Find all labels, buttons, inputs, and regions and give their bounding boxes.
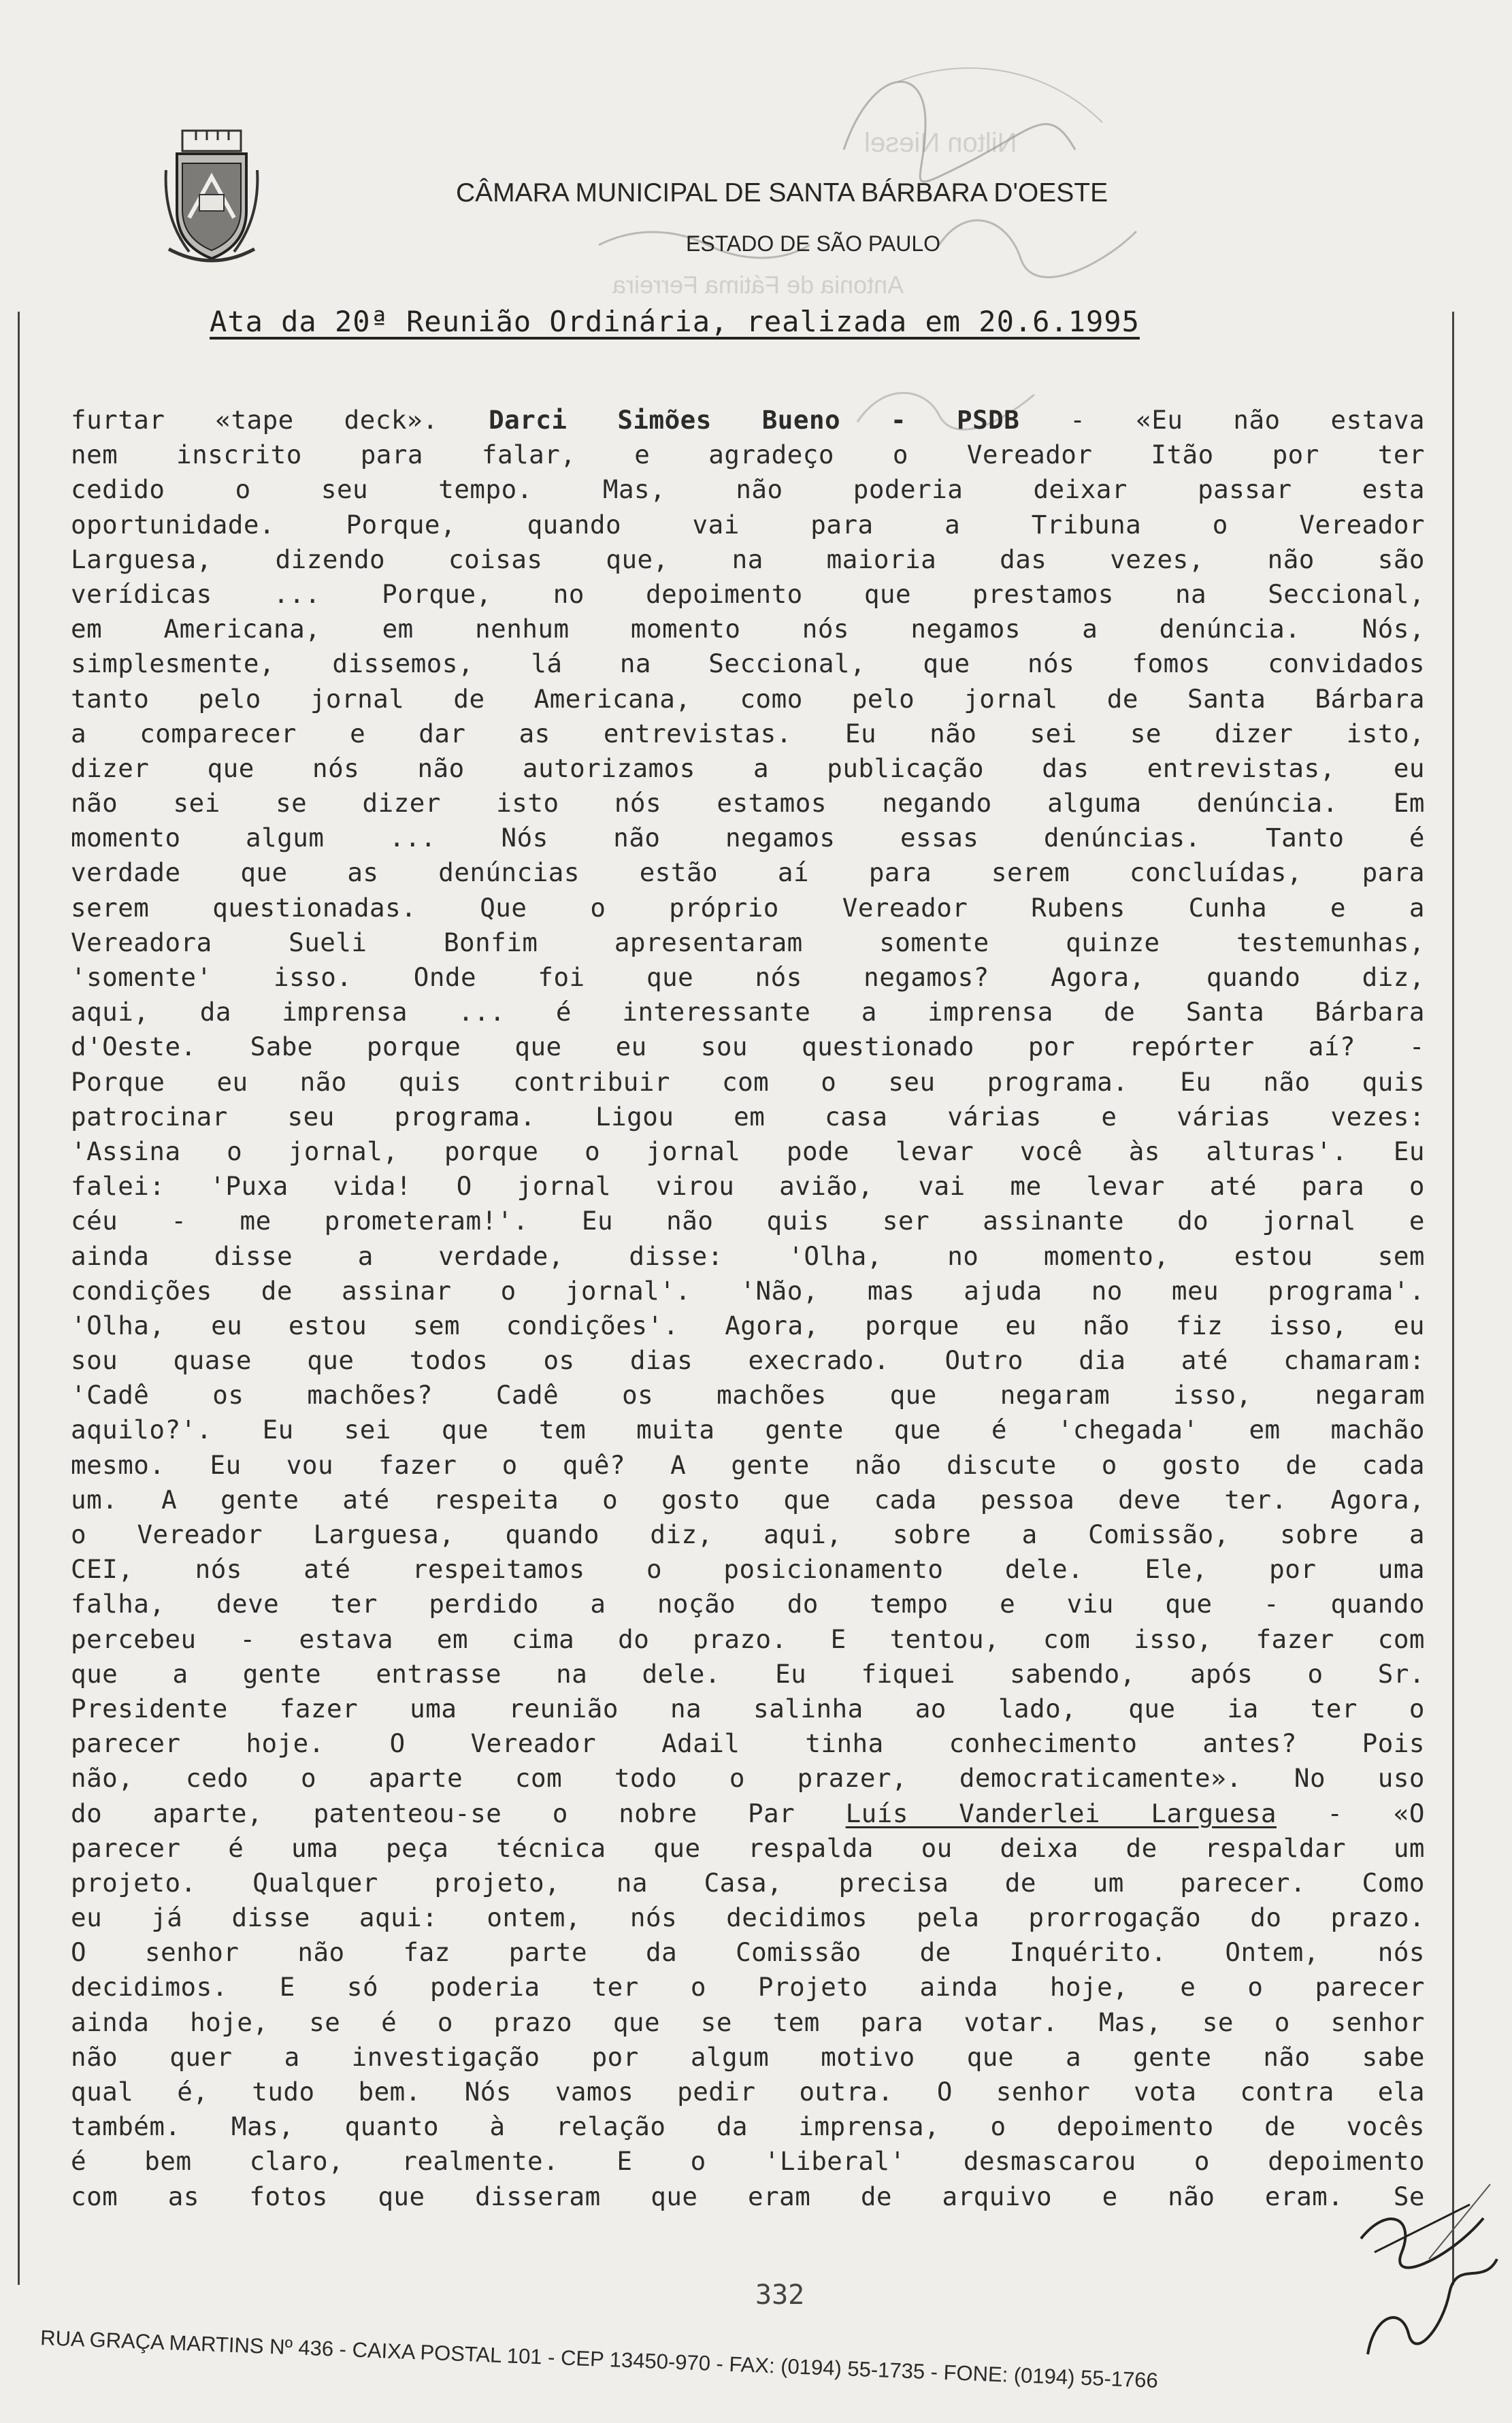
text-line: um. A gente até respeita o gosto que cada pessoa deve ter. Agora, xyxy=(71,1484,1425,1515)
text-line: Porque eu não quis contribuir com o seu programa. Eu não quis xyxy=(71,1066,1425,1097)
text-line: qual é, tudo bem. Nós vamos pedir outra. O senhor vota contra ela xyxy=(71,2077,1425,2107)
text-line: d'Oeste. Sabe porque que eu sou questionado por repórter aí? - xyxy=(71,1032,1425,1062)
text-line: parecer hoje. O Vereador Adail tinha conhecimento antes? Pois xyxy=(71,1728,1425,1759)
text-line: Larguesa, dizendo coisas que, na maioria das vezes, não são xyxy=(71,544,1425,574)
text-line: percebeu - estava em cima do prazo. E tentou, com isso, fazer com xyxy=(71,1623,1425,1654)
text-line: verdade que as denúncias estão aí para serem concluídas, para xyxy=(71,857,1425,888)
text-line: ainda disse a verdade, disse: 'Olha, no momento, estou sem xyxy=(71,1240,1425,1271)
text-line: céu - me prometeram!'. Eu não quis ser assinante do jornal e xyxy=(71,1206,1425,1236)
text-line: em Americana, em nenhum momento nós negamos a denúncia. Nós, xyxy=(71,614,1425,644)
text-line: falei: 'Puxa vida! O jornal virou avião, vai me levar até para o xyxy=(71,1171,1425,1202)
text-line: verídicas ... Porque, no depoimento que prestamos na Seccional, xyxy=(71,578,1425,609)
text-line: momento algum ... Nós não negamos essas denúncias. Tanto é xyxy=(71,823,1425,853)
footer-address: RUA GRAÇA MARTINS Nº 436 - CAIXA POSTAL 101 - CEP 13450-970 - FAX: (0194) 55-1735 - FONE: (0194) 55-1766 xyxy=(39,2326,1159,2393)
text-line: não quer a investigação por algum motivo que a gente não sabe xyxy=(71,2041,1425,2072)
text-line: sou quase que todos os dias execrado. Outro dia até chamaram: xyxy=(71,1345,1425,1376)
text-segment: - «O xyxy=(1327,1798,1426,1828)
text-line: que a gente entrasse na dele. Eu fiquei sabendo, após o Sr. xyxy=(71,1658,1425,1689)
text-segment: furtar «tape deck». xyxy=(71,405,439,435)
text-line: 'Assina o jornal, porque o jornal pode levar você às alturas'. Eu xyxy=(71,1136,1425,1166)
bleed-through-name-2: Antonia de Fátima Ferreira xyxy=(612,271,904,299)
bleed-through-name-1: Nilton Niesel xyxy=(864,128,1017,158)
text-line: Presidente fazer uma reunião na salinha ao lado, que ia ter o xyxy=(71,1693,1425,1724)
text-line: serem questionadas. Que o próprio Vereador Rubens Cunha e a xyxy=(71,892,1425,923)
text-segment: - «Eu não estava xyxy=(1070,405,1426,435)
institution-name: CÂMARA MUNICIPAL DE SANTA BÁRBARA D'OESTE xyxy=(456,178,1108,208)
text-line: a comparecer e dar as entrevistas. Eu não sei se dizer isto, xyxy=(71,718,1425,748)
text-line: tanto pelo jornal de Americana, como pelo jornal de Santa Bárbara xyxy=(71,683,1425,714)
text-line: o Vereador Larguesa, quando diz, aqui, sobre a Comissão, sobre a xyxy=(71,1519,1425,1549)
text-line: simplesmente, dissemos, lá na Seccional, que nós fomos convidados xyxy=(71,648,1425,679)
text-line: decidimos. E só poderia ter o Projeto ainda hoje, e o parecer xyxy=(71,1972,1425,2002)
text-line: O senhor não faz parte da Comissão de Inquérito. Ontem, nós xyxy=(71,1937,1425,1968)
text-line: cedido o seu tempo. Mas, não poderia deixar passar esta xyxy=(71,474,1425,505)
text-line: aqui, da imprensa ... é interessante a imprensa de Santa Bárbara xyxy=(71,997,1425,1027)
page-number: 332 xyxy=(755,2279,805,2311)
text-line: parecer é uma peça técnica que respalda ou deixa de respaldar um xyxy=(71,1832,1425,1863)
text-line: aquilo?'. Eu sei que tem muita gente que é 'chegada' em machão xyxy=(71,1415,1425,1445)
text-line: com as fotos que disseram que eram de arquivo e não eram. Se xyxy=(71,2181,1425,2211)
municipal-coat-of-arms-icon xyxy=(162,129,261,265)
speaker-name: Luís Vanderlei Larguesa xyxy=(845,1798,1277,1828)
text-line: dizer que nós não autorizamos a publicação das entrevistas, eu xyxy=(71,753,1425,783)
text-line: é bem claro, realmente. E o 'Liberal' desmascarou o depoimento xyxy=(71,2146,1425,2177)
text-line: projeto. Qualquer projeto, na Casa, precisa de um parecer. Como xyxy=(71,1867,1425,1898)
left-margin-rule xyxy=(18,312,20,2285)
text-line: 'Cadê os machões? Cadê os machões que negaram isso, negaram xyxy=(71,1380,1425,1411)
speaker-name: Darci Simões Bueno - PSDB xyxy=(489,405,1020,435)
text-line: condições de assinar o jornal'. 'Não, mas ajuda no meu programa'. xyxy=(71,1275,1425,1306)
text-line: eu já disse aqui: ontem, nós decidimos pela prorrogação do prazo. xyxy=(71,1902,1425,1933)
text-line: nem inscrito para falar, e agradeço o Vereador Itão por ter xyxy=(71,440,1425,470)
right-margin-rule xyxy=(1452,312,1454,2285)
text-line: também. Mas, quanto à relação da imprensa, o depoimento de vocês xyxy=(71,2111,1425,2142)
text-line: ainda hoje, se é o prazo que se tem para votar. Mas, se o senhor xyxy=(71,2007,1425,2037)
text-line: não, cedo o aparte com todo o prazer, democraticamente». No uso xyxy=(71,1763,1425,1794)
text-line: CEI, nós até respeitamos o posicionamento dele. Ele, por uma xyxy=(71,1554,1425,1585)
text-line xyxy=(71,1796,1425,1831)
page-title: Ata da 20ª Reunião Ordinária, realizada em 20.6.1995 xyxy=(210,305,1140,338)
text-line: patrocinar seu programa. Ligou em casa várias e várias vezes: xyxy=(71,1101,1425,1132)
text-line: 'Olha, eu estou sem condições'. Agora, porque eu não fiz isso, eu xyxy=(71,1310,1425,1340)
text-line: Vereadora Sueli Bonfim apresentaram somente quinze testemunhas, xyxy=(71,927,1425,957)
text-line: mesmo. Eu vou fazer o quê? A gente não discute o gosto de cada xyxy=(71,1449,1425,1480)
text-line: falha, deve ter perdido a noção do tempo e viu que - quando xyxy=(71,1589,1425,1619)
minutes-body xyxy=(71,403,1425,2214)
text-segment: do aparte, patenteou-se o nobre Par xyxy=(71,1798,795,1828)
text-line: oportunidade. Porque, quando vai para a Tribuna o Vereador xyxy=(71,509,1425,540)
text-line: não sei se dizer isto nós estamos negando alguma denúncia. Em xyxy=(71,788,1425,819)
text-line: 'somente' isso. Onde foi que nós negamos? Agora, quando diz, xyxy=(71,962,1425,992)
text-line xyxy=(71,403,1425,438)
state-name: ESTADO DE SÃO PAULO xyxy=(686,231,941,256)
